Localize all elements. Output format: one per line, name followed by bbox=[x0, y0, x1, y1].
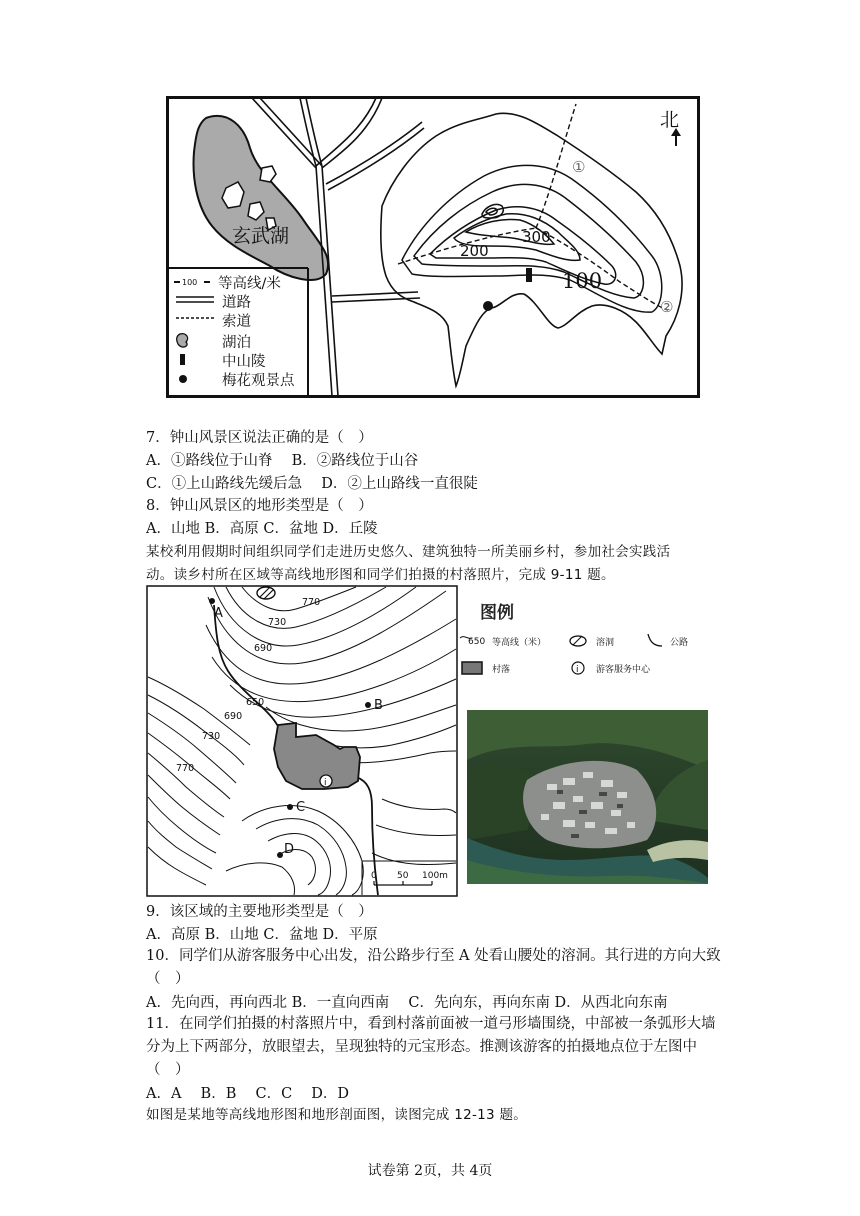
point-d-label: D bbox=[284, 842, 295, 857]
north-label: 北 bbox=[660, 109, 680, 131]
contour-label-300: 300 bbox=[522, 228, 551, 246]
svg-text:等高线（米）: 等高线（米） bbox=[492, 638, 547, 648]
point-c-label: C bbox=[296, 800, 306, 815]
q8-options: A．山地 B．高原 C．盆地 D．丘陵 bbox=[146, 521, 378, 537]
village-legend-swatch bbox=[462, 662, 482, 674]
page-footer: 试卷第 2页，共 4页 bbox=[367, 1163, 493, 1179]
svg-text:梅花观景点: 梅花观景点 bbox=[222, 373, 295, 389]
q9-options: A．高原 B．山地 C．盆地 D．平原 bbox=[146, 927, 378, 943]
q10-options: A．先向西，再向西北 B．一直向西南 C．先向东，再向东南 D．从西北向东南 bbox=[146, 995, 668, 1011]
q7-stem: 7．钟山风景区说法正确的是（ ） bbox=[146, 430, 373, 446]
q11-stem: 11．在同学们拍摄的村落照片中，看到村落前面被一道弓形墙围绕，中部被一条弧形大墙分为上下两部分，放眼望去，呈现独特的元宝形态。推测该游客的拍摄地点位于左图中（ ） bbox=[146, 1016, 716, 1078]
svg-text:730: 730 bbox=[268, 617, 287, 628]
svg-text:湖泊: 湖泊 bbox=[222, 335, 251, 351]
zhongshan-contour-map bbox=[166, 96, 700, 398]
svg-text:村落: 村落 bbox=[492, 665, 511, 675]
point-b-label: B bbox=[374, 698, 383, 713]
svg-text:0: 0 bbox=[371, 871, 377, 881]
village-map-legend bbox=[458, 598, 710, 682]
lake-label: 玄武湖 bbox=[232, 225, 290, 247]
svg-text:溶洞: 溶洞 bbox=[596, 638, 615, 648]
svg-text:i: i bbox=[324, 778, 327, 788]
point-a-marker bbox=[209, 598, 215, 604]
legend-title: 图例 bbox=[480, 603, 514, 623]
svg-text:690: 690 bbox=[254, 643, 273, 654]
svg-text:100m: 100m bbox=[422, 871, 448, 881]
zhongshan-mausoleum-marker bbox=[526, 268, 532, 282]
svg-text:游客服务中心: 游客服务中心 bbox=[596, 665, 651, 675]
contour-label-100: 100 bbox=[562, 269, 603, 293]
svg-text:索道: 索道 bbox=[222, 314, 251, 330]
intro-12-13: 如图是某地等高线地形图和地形剖面图，读图完成 12-13 题。 bbox=[146, 1107, 528, 1123]
svg-text:770: 770 bbox=[176, 763, 195, 774]
q10-stem: 10．同学们从游客服务中心出发，沿公路步行至 A 处看山腰处的溶洞。其行进的方向大致（ ） bbox=[146, 948, 721, 987]
route-2-label: ② bbox=[660, 298, 674, 316]
intro-9-11-line1: 某校利用假期时间组织同学们走进历史悠久、建筑独特一所美丽乡村，参加社会实践活 bbox=[146, 544, 671, 560]
svg-text:690: 690 bbox=[224, 711, 243, 722]
cave-icon bbox=[257, 587, 275, 599]
svg-text:中山陵: 中山陵 bbox=[222, 354, 266, 370]
svg-text:730: 730 bbox=[202, 731, 221, 742]
q7-options-line1: A．①路线位于山脊 B．②路线位于山谷 bbox=[146, 453, 419, 469]
point-c-marker bbox=[287, 804, 293, 810]
intro-9-11-line2: 动。读乡村所在区域等高线地形图和同学们拍摄的村落照片，完成 9-11 题。 bbox=[146, 567, 615, 583]
point-b-marker bbox=[365, 702, 371, 708]
svg-text:650: 650 bbox=[468, 637, 486, 647]
svg-text:道路: 道路 bbox=[222, 295, 251, 311]
svg-text:770: 770 bbox=[302, 597, 321, 608]
q9-stem: 9．该区域的主要地形类型是（ ） bbox=[146, 904, 373, 920]
svg-text:i: i bbox=[576, 665, 579, 675]
svg-text:650: 650 bbox=[246, 697, 265, 708]
point-a-label: A bbox=[214, 606, 223, 621]
svg-text:等高线/米: 等高线/米 bbox=[218, 276, 281, 292]
village-contour-map bbox=[146, 585, 458, 897]
q11-options: A．A B．B C．C D．D bbox=[146, 1086, 350, 1102]
svg-text:100: 100 bbox=[182, 278, 198, 287]
svg-text:50: 50 bbox=[397, 871, 409, 881]
plum-viewpoint-marker bbox=[483, 301, 493, 311]
route-1-label: ① bbox=[572, 158, 586, 176]
q8-stem: 8．钟山风景区的地形类型是（ ） bbox=[146, 498, 373, 514]
contour-label-200: 200 bbox=[460, 242, 489, 260]
svg-text:公路: 公路 bbox=[670, 638, 689, 648]
village-photo bbox=[467, 710, 708, 884]
point-d-marker bbox=[277, 852, 283, 858]
cave-legend-icon bbox=[570, 636, 586, 646]
q7-options-line2: C．①上山路线先缓后急 D．②上山路线一直很陡 bbox=[146, 476, 478, 492]
